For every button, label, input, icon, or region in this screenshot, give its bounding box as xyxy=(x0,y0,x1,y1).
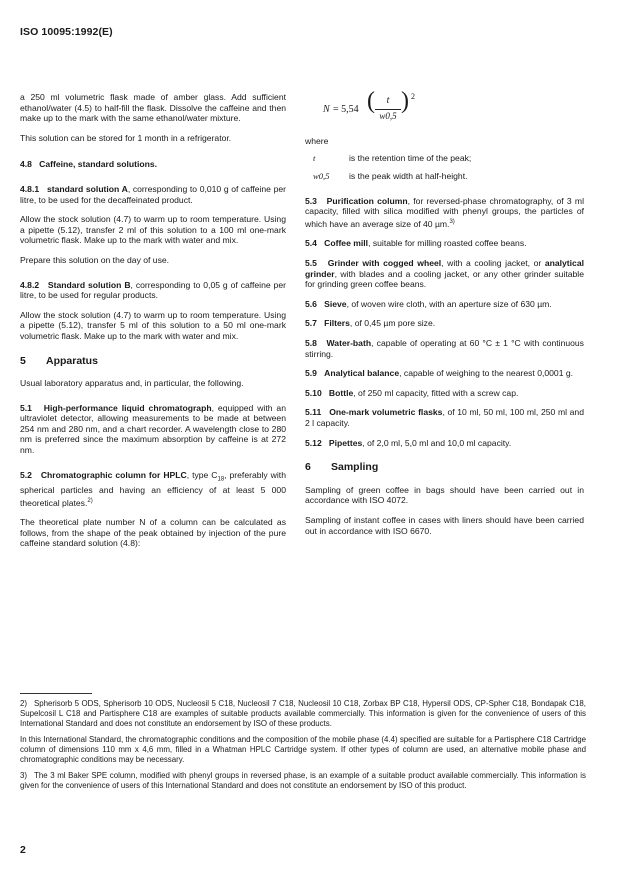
clause-title: Pipettes xyxy=(328,437,363,448)
clause-text: , suitable for milling roasted coffee beans. xyxy=(368,238,527,249)
clause-text: , type C xyxy=(186,469,218,480)
clause-text: , of 2,0 ml, 5,0 ml and 10,0 ml capacity. xyxy=(362,437,512,448)
clause-text: , equipped with an ultraviolet detector, allowing measurements to be made at between 254 nm and 280 nm, and a chart recorder. A wavelength close to 280 nm is preferred since the maximum absorption by caffeine is at 272 nm. xyxy=(20,402,286,456)
footnote-2 xyxy=(20,699,586,729)
clause-number: 4.8.1 xyxy=(20,183,40,194)
clause-5-9 xyxy=(305,368,584,379)
clause-text: , preferably with spherical particles and having an efficiency of at least 5 000 theoretical plates. xyxy=(20,469,286,508)
clause-number: 5.4 xyxy=(305,238,317,249)
paragraph: This solution can be stored for 1 month in a refrigerator. xyxy=(20,132,232,143)
left-paren: ( xyxy=(367,88,375,114)
paragraph: a 250 ml volumetric flask made of amber glass. Add sufficient ethanol/water (4.5) to half-fill the flask. Dissolve the caffeine and then make up to the mark with the same ethanol/water mixture. xyxy=(20,92,286,124)
clause-5-2 xyxy=(20,470,286,508)
clause-4-8-1 xyxy=(20,184,286,205)
clause-5-10 xyxy=(305,388,584,399)
formula-denominator: w0,5 xyxy=(379,111,397,121)
paragraph: Sampling of instant coffee in cases with liners should have been carried out in accordance with ISO 6670. xyxy=(305,514,584,536)
clause-5-3 xyxy=(305,196,584,230)
clause-5-7 xyxy=(305,318,584,329)
clause-text: , capable of operating at 60 °C ± 1 °C with continuous stirring. xyxy=(305,337,584,359)
clause-title: Bottle xyxy=(328,387,354,398)
clause-title: Chromatographic column for HPLC xyxy=(40,469,187,480)
clause-number: 4.8.2 xyxy=(20,279,40,290)
paragraph: Prepare this solution on the day of use. xyxy=(20,254,170,265)
clause-number: 5.2 xyxy=(20,469,32,480)
right-paren: ) xyxy=(401,88,409,114)
clause-number: 5.9 xyxy=(305,368,317,379)
clause-number: 5.1 xyxy=(20,402,32,413)
definition-symbol: w0,5 xyxy=(313,171,330,182)
clause-number: 5.5 xyxy=(305,258,317,269)
definition-text: is the retention time of the peak; xyxy=(349,152,472,163)
section-title: Apparatus xyxy=(46,354,98,367)
section-heading-apparatus xyxy=(20,356,286,367)
clause-title-alt: analytical grinder xyxy=(305,258,584,279)
right-column xyxy=(305,88,584,545)
formula-numerator: t xyxy=(386,95,390,106)
clause-title: Caffeine, standard solutions. xyxy=(39,159,158,170)
section-heading-sampling xyxy=(305,462,584,473)
clause-number: 5.8 xyxy=(305,337,317,348)
clause-text: , for reversed-phase chromatography, of 3 ml capacity, filled with silica modified with phenyl groups, the particles of which have an average size of 40 µm. xyxy=(305,195,584,229)
clause-5-11 xyxy=(305,407,584,428)
definition-row xyxy=(305,153,584,164)
fraction-bar xyxy=(375,109,401,110)
clause-5-8 xyxy=(305,338,584,359)
document-header: ISO 10095:1992(E) xyxy=(20,26,113,38)
clause-number: 5.11 xyxy=(305,407,322,418)
footnote-text: The 3 ml Baker SPE column, modified with phenyl groups in reversed phase, is an example of a suitable product available commercially. This information is given for the convenience of users of this International Standard and does not constitute an endorsement by ISO of this product. xyxy=(20,771,586,790)
definition-row xyxy=(305,171,584,182)
clause-5-6 xyxy=(305,299,584,310)
clause-title: Purification column xyxy=(326,195,408,206)
clause-number: 5.12 xyxy=(305,437,322,448)
section-number: 6 xyxy=(305,461,311,474)
footnote-number: 3) xyxy=(20,771,28,780)
plate-number-formula xyxy=(305,88,584,134)
clause-number: 5.6 xyxy=(305,298,317,309)
footnote-text: Spherisorb 5 ODS, Spherisorb 10 ODS, Nucleosil 5 C18, Nucleosil 7 C18, Nucleosil 10 C18, Zorbax BP C18, Hypersil ODS, CP-Spher C18, Bondapak C18, Supelcosil L C18 and Partisphere C18 are examples of suitable products available commercially. This information is given for the convenience of users of this International Standard and does not constitute an endorsement by ISO of these products. xyxy=(20,699,586,728)
clause-title: High-performance liquid chromatograph xyxy=(43,402,212,413)
clause-title: Water-bath xyxy=(326,337,372,348)
footnote-number: 2) xyxy=(20,699,28,708)
clause-title: Sieve xyxy=(324,298,347,309)
clause-title: Grinder with cogged wheel xyxy=(327,258,442,269)
clause-text: , corresponding to 0,010 g of caffeine per litre, to be used for the decaffeinated product. xyxy=(20,183,286,205)
clause-text: , of 10 ml, 50 ml, 100 ml, 250 ml and 2 l capacity. xyxy=(305,407,584,428)
clause-number: 4.8 xyxy=(20,159,32,170)
section-number: 5 xyxy=(20,354,26,367)
footnote-ref[interactable]: 2) xyxy=(87,497,93,504)
clause-title: One-mark volumetric flasks xyxy=(329,407,443,418)
clause-text: , of 250 ml capacity, fitted with a screw cap. xyxy=(353,387,519,398)
clause-title: Coffee mill xyxy=(324,238,369,249)
clause-5-4 xyxy=(305,238,584,249)
footnotes xyxy=(20,699,586,797)
clause-title: standard solution A xyxy=(46,183,128,194)
paragraph: Sampling of green coffee in bags should have been carried out in accordance with ISO 4072. xyxy=(305,484,584,506)
page-number: 2 xyxy=(20,844,26,856)
paragraph: Allow the stock solution (4.7) to warm up to room temperature. Using a pipette (5.12), transfer 5 ml of this solution to a 50 ml one-mark volumetric flask. Make up to the mark with water and mix. xyxy=(20,309,286,341)
paragraph: The theoretical plate number N of a column can be calculated as follows, from the shape of the peak obtained by injection of the pure caffeine standard solution (4.8): xyxy=(20,517,286,549)
footnote-note: In this International Standard, the chromatographic conditions and the composition of the mobile phase (4.4) specified are suitable for a Partisphere C18 Cartridge column of dimensions 110 mm x 4,6 mm, filled in a Whatman HPLC Cartridge system. If other types of column are used, an alternative mobile phase and chromatographic conditions may be necessary. xyxy=(20,735,586,764)
paragraph: Usual laboratory apparatus and, in particular, the following. xyxy=(20,378,244,389)
footnote-separator xyxy=(20,693,92,694)
paragraph: Allow the stock solution (4.7) to warm up to room temperature. Using a pipette (5.12), transfer 2 ml of this solution to a 100 ml one-mark volumetric flask. Make up to the mark with water and mix. xyxy=(20,214,286,246)
formula-coefficient: = 5,54 xyxy=(333,104,359,115)
clause-text: , with blades and a cooling jacket, or any other grinder suitable for grinding green coffee beans. xyxy=(305,268,584,290)
clause-5-12 xyxy=(305,438,584,449)
footnote-3 xyxy=(20,771,586,791)
definition-text: is the peak width at half-height. xyxy=(349,171,468,182)
clause-title: Standard solution B xyxy=(47,279,131,290)
definition-symbol: t xyxy=(313,152,316,163)
clause-number: 5.3 xyxy=(305,195,317,206)
section-title: Sampling xyxy=(331,461,379,474)
clause-text: , with a cooling jacket, or xyxy=(441,258,545,269)
footnote-ref[interactable]: 3) xyxy=(449,218,455,225)
clause-number: 5.7 xyxy=(305,318,317,329)
clause-5-1 xyxy=(20,403,286,456)
left-column xyxy=(20,92,286,558)
clause-text: , of 0,45 µm pore size. xyxy=(349,318,436,329)
clause-text: , of woven wire cloth, with an aperture size of 630 µm. xyxy=(346,298,552,309)
clause-title: Analytical balance xyxy=(324,368,400,379)
clause-number: 5.10 xyxy=(305,387,322,398)
subscript: 18 xyxy=(217,476,225,483)
clause-4-8-2 xyxy=(20,280,286,301)
formula-exponent: 2 xyxy=(411,92,415,101)
formula-lhs: N xyxy=(323,104,330,115)
where-label: where xyxy=(305,136,329,146)
clause-text: , capable of weighing to the nearest 0,0001 g. xyxy=(399,368,574,379)
clause-title: Filters xyxy=(324,318,350,329)
clause-text: , corresponding to 0,05 g of caffeine per litre, to be used for regular products. xyxy=(20,279,286,301)
clause-5-5 xyxy=(305,258,584,290)
clause-4-8 xyxy=(20,159,286,170)
